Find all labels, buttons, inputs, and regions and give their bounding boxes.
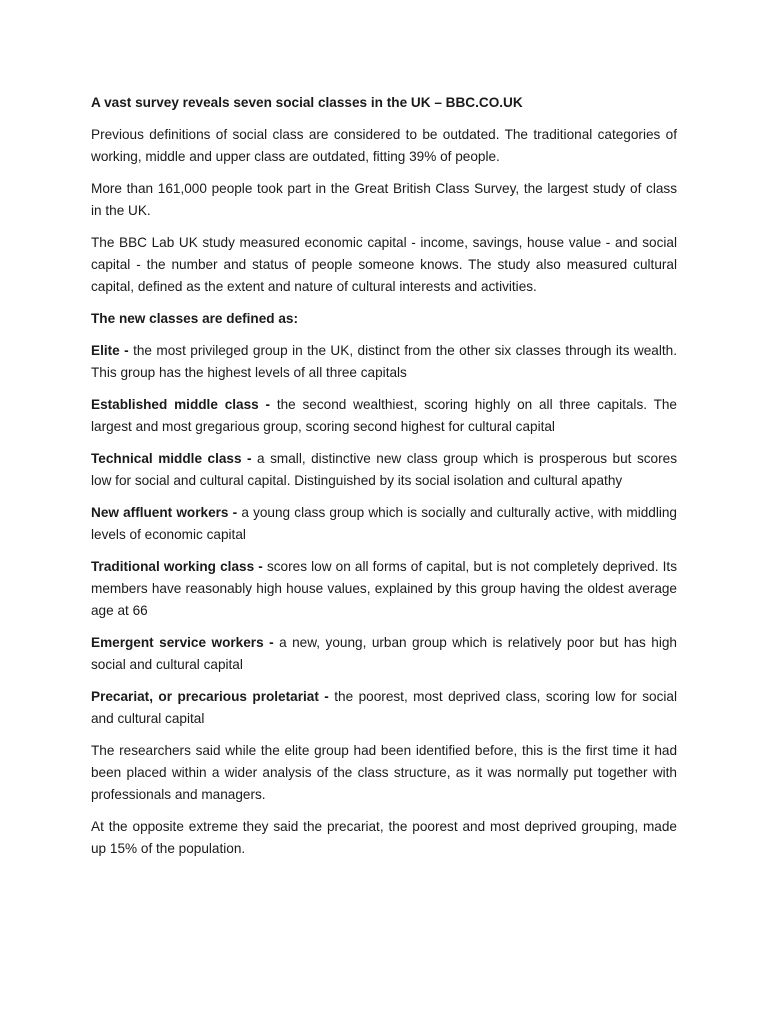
class-term: Technical middle class - bbox=[91, 451, 252, 466]
class-term: Established middle class - bbox=[91, 397, 271, 412]
closing-paragraph-2: At the opposite extreme they said the precariat, the poorest and most deprived grouping, made up 15% of the population. bbox=[91, 819, 677, 856]
class-definition-established-middle bbox=[91, 394, 677, 438]
class-term: Emergent service workers - bbox=[91, 635, 274, 650]
class-description: a small, distinctive new class group which is prosperous but scores low for social and cultural capital. Distinguished by its social isolation and cultural apathy bbox=[91, 451, 677, 488]
intro-paragraph-2: More than 161,000 people took part in the Great British Class Survey, the largest study of class in the UK. bbox=[91, 181, 677, 218]
document-page bbox=[91, 92, 677, 870]
document-title: A vast survey reveals seven social classes in the UK – BBC.CO.UK bbox=[91, 95, 523, 110]
closing-paragraph-1: The researchers said while the elite group had been identified before, this is the first time it had been placed within a wider analysis of the class structure, as it was normally put together with professionals and managers. bbox=[91, 743, 677, 802]
intro-paragraph-3: The BBC Lab UK study measured economic capital - income, savings, house value - and social capital - the number and status of people someone knows. The study also measured cultural capital, defined as the extent and nature of cultural interests and activities. bbox=[91, 235, 677, 294]
intro-paragraph-1: Previous definitions of social class are considered to be outdated. The traditional categories of working, middle and upper class are outdated, fitting 39% of people. bbox=[91, 127, 677, 164]
class-description: the second wealthiest, scoring highly on all three capitals. The largest and most gregarious group, scoring second highest for cultural capital bbox=[91, 397, 677, 434]
class-definition-emergent-service bbox=[91, 632, 677, 676]
class-description: the poorest, most deprived class, scoring low for social and cultural capital bbox=[91, 689, 677, 726]
class-definition-elite bbox=[91, 340, 677, 384]
class-description: a young class group which is socially and culturally active, with middling levels of economic capital bbox=[91, 505, 677, 542]
class-term: New affluent workers - bbox=[91, 505, 238, 520]
class-term: Elite - bbox=[91, 343, 129, 358]
class-definition-technical-middle bbox=[91, 448, 677, 492]
class-description: the most privileged group in the UK, distinct from the other six classes through its wealth. This group has the highest levels of all three capitals bbox=[91, 343, 678, 380]
class-definition-new-affluent bbox=[91, 502, 677, 546]
class-definition-traditional-working bbox=[91, 556, 677, 622]
class-term: Traditional working class - bbox=[91, 559, 263, 574]
class-description: a new, young, urban group which is relatively poor but has high social and cultural capital bbox=[91, 635, 677, 672]
classes-heading: The new classes are defined as: bbox=[91, 311, 299, 326]
class-description: scores low on all forms of capital, but is not completely deprived. Its members have reasonably high house values, explained by this group having the oldest average age at 66 bbox=[91, 559, 678, 618]
class-definition-precariat bbox=[91, 686, 677, 730]
class-term: Precariat, or precarious proletariat - bbox=[91, 689, 329, 704]
